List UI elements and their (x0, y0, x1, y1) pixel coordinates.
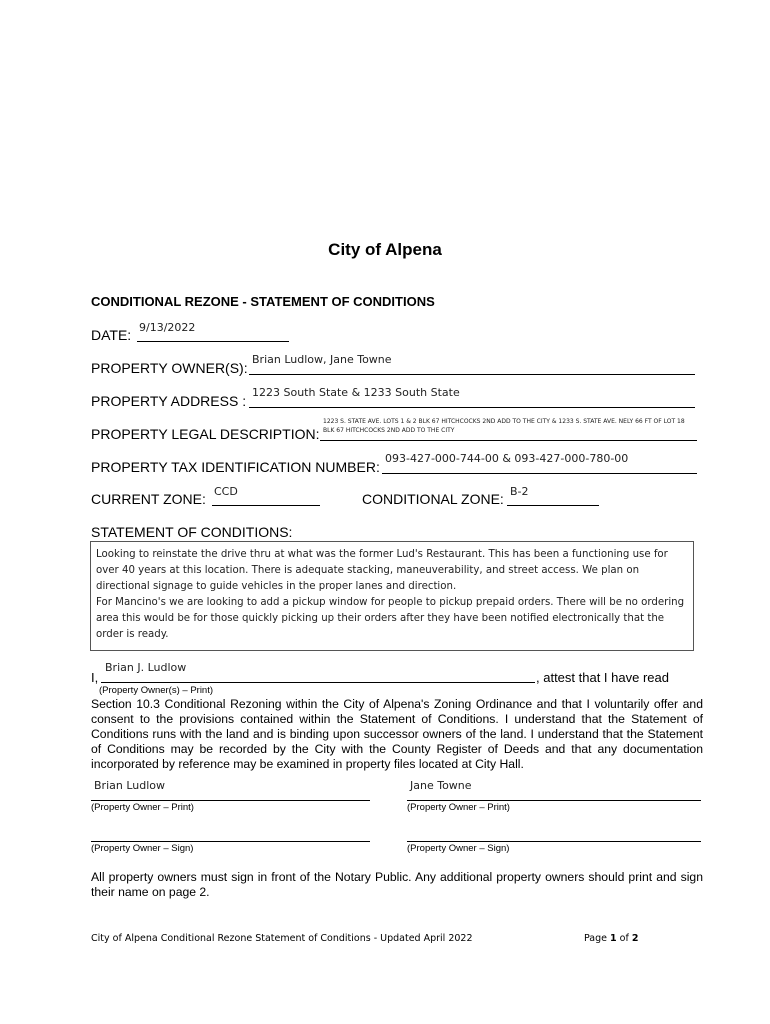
legal-description-line (320, 440, 697, 441)
tax-id-line (382, 473, 697, 474)
conditional-zone-line (507, 505, 599, 506)
statement-box[interactable] (90, 541, 694, 651)
notary-notice: All property owners must sign in front of the Notary Public. Any additional property owners should print and sign their name on page 2. (91, 870, 703, 899)
owner1-print-caption: (Property Owner – Print) (91, 802, 194, 813)
attest-body: Section 10.3 Conditional Rezoning within the City of Alpena's Zoning Ordinance and that I voluntarily offer and consent to the provisions contained within the Statement of Conditions. I understand that the Statement of Conditions runs with the land and is binding upon successor owners of the land. I understand that the Statement of Conditions may be recorded by the City with the County Register of Deeds and that any documentation incorporated by reference may be examined in property files located at City Hall. (91, 697, 703, 771)
address-line (249, 407, 695, 408)
conditional-zone-value[interactable]: B-2 (510, 485, 529, 498)
attest-suffix: , attest that I have read (536, 670, 669, 685)
owner-label: PROPERTY OWNER(S): (91, 360, 248, 376)
tax-id-value[interactable]: 093-427-000-744-00 & 093-427-000-780-00 (385, 452, 629, 465)
conditional-zone-label: CONDITIONAL ZONE: (362, 491, 504, 507)
tax-id-label: PROPERTY TAX IDENTIFICATION NUMBER: (91, 459, 380, 475)
page-current: 1 (610, 933, 617, 944)
attest-caption: (Property Owner(s) – Print) (99, 685, 214, 696)
address-value[interactable]: 1223 South State & 1233 South State (252, 386, 460, 399)
page-total: 2 (631, 933, 639, 944)
legal-description-label: PROPERTY LEGAL DESCRIPTION: (91, 426, 320, 442)
owner1-print-line (91, 800, 370, 801)
owner1-print-value[interactable]: Brian Ludlow (94, 779, 166, 792)
attest-prefix: I, (91, 670, 99, 685)
owner2-sign-caption: (Property Owner – Sign) (407, 843, 510, 854)
current-zone-line (212, 505, 320, 506)
current-zone-value[interactable]: CCD (214, 485, 238, 498)
statement-label: STATEMENT OF CONDITIONS: (91, 524, 293, 540)
owner2-print-caption: (Property Owner – Print) (407, 802, 510, 813)
owner2-sign-line[interactable] (407, 841, 701, 842)
statement-paragraph-1: Looking to reinstate the drive thru at what was the former Lud's Restaurant. This has been a functioning use for over 40 years at this location. There is adequate stacking, maneuverability, and street access. We plan on directional signage to guide vehicles in the proper lanes and direction. (96, 549, 668, 592)
owner-line (249, 374, 695, 375)
footer-text: City of Alpena Conditional Rezone Statement of Conditions - Updated April 2022 (91, 933, 473, 944)
owner1-sign-line[interactable] (91, 841, 370, 842)
address-label: PROPERTY ADDRESS : (91, 393, 247, 409)
page-title: City of Alpena (328, 240, 442, 259)
owner2-print-value[interactable]: Jane Towne (410, 779, 472, 792)
current-zone-label: CURRENT ZONE: (91, 491, 206, 507)
owner-value[interactable]: Brian Ludlow, Jane Towne (252, 353, 392, 366)
owner1-sign-caption: (Property Owner – Sign) (91, 843, 194, 854)
owner2-print-line (407, 800, 701, 801)
statement-paragraph-2: For Mancino's we are looking to add a pickup window for people to pickup prepaid orders. There will be no ordering area this would be for those quickly picking up their orders after they have been notified electronically that the order is ready. (96, 597, 685, 640)
page-prefix: Page (584, 933, 611, 944)
form-subtitle: CONDITIONAL REZONE - STATEMENT OF CONDITIONS (91, 294, 435, 309)
date-value[interactable]: 9/13/2022 (139, 321, 196, 334)
date-line (137, 341, 289, 342)
page-of: of (616, 933, 632, 944)
page-number (584, 933, 638, 944)
attest-name-line (101, 682, 535, 683)
date-label: DATE: (91, 327, 132, 343)
legal-description-value[interactable]: 1223 S. STATE AVE. LOTS 1 & 2 BLK 67 HITCHCOCKS 2ND ADD TO THE CITY & 1233 S. STATE AVE. NELY 66 FT OF LOT 18 BLK 67 HITCHCOCKS 2ND ADD TO THE CITY (323, 418, 685, 434)
attest-name-value[interactable]: Brian J. Ludlow (105, 661, 187, 674)
